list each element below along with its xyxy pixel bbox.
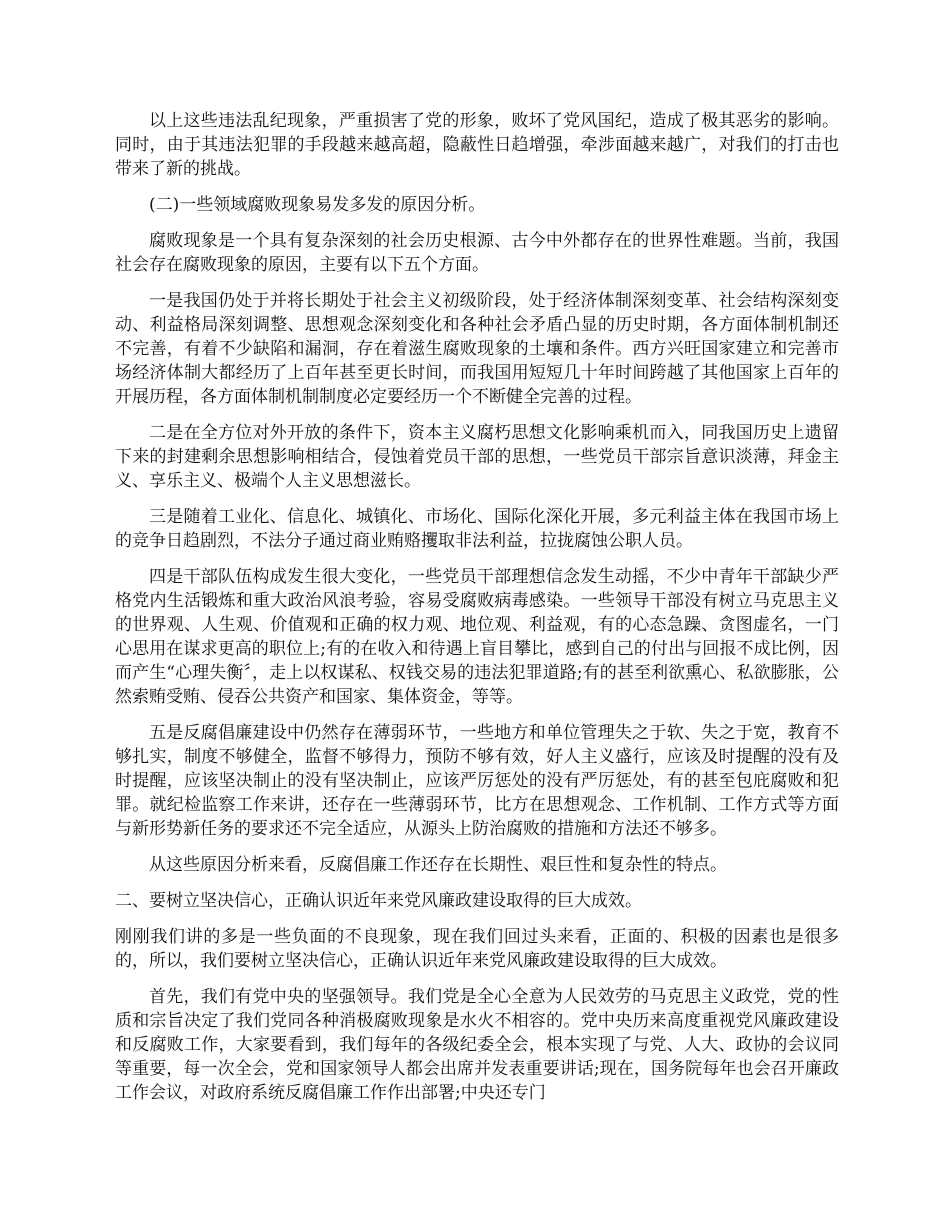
paragraph: 首先，我们有党中央的坚强领导。我们党是全心全意为人民效劳的马克思主义政党，党的性质和宗旨决定了我们党同各种消极腐败现象是水火不相容的。党中央历来高度重视党风廉政建设和反腐败工作，大家要看到，我们每年的各级纪委全会，根本实现了与党、人大、政协的会议同等重要，每一次全会，党和国家领导人都会出席并发表重要讲话;现在，国务院每年也会召开廉政工作会议，对政府系统反腐倡廉工作作出部署;中央还专门: [115, 987, 839, 1103]
paragraph: 腐败现象是一个具有复杂深刻的社会历史根源、古今中外都存在的世界性难题。当前，我国社会存在腐败现象的原因，主要有以下五个方面。: [115, 231, 839, 275]
paragraph: 从这些原因分析来看，反腐倡廉工作还存在长期性、艰巨性和复杂性的特点。: [149, 855, 727, 875]
section-heading: 二、要树立坚决信心，正确认识近年来党风廉政建设取得的巨大成效。: [115, 891, 642, 911]
section-subheading: (二)一些领域腐败现象易发多发的原因分析。: [149, 195, 486, 215]
document-page: [115, 109, 839, 1117]
paragraph: 以上这些违法乱纪现象，严重损害了党的形象，败坏了党风国纪，造成了极其恶劣的影响。同时，由于其违法犯罪的手段越来越高超，隐蔽性日趋增强，牵涉面越来越广，对我们的打击也带来了新的挑战。: [115, 111, 839, 179]
paragraph: 二是在全方位对外开放的条件下，资本主义腐朽思想文化影响乘机而入，同我国历史上遗留下来的封建剩余思想影响相结合，侵蚀着党员干部的思想，一些党员干部宗旨意识淡薄，拜金主义、享乐主义、极端个人主义思想滋长。: [115, 423, 839, 491]
paragraph: 五是反腐倡廉建设中仍然存在薄弱环节，一些地方和单位管理失之于软、失之于宽，教育不够扎实，制度不够健全，监督不够得力，预防不够有效，好人主义盛行，应该及时提醒的没有及时提醒，应该坚决制止的没有坚决制止，应该严厉惩处的没有严厉惩处，有的甚至包庇腐败和犯罪。就纪检监察工作来讲，还存在一些薄弱环节，比方在思想观念、工作机制、工作方式等方面与新形势新任务的要求还不完全适应，从源头上防治腐败的措施和方法还不够多。: [115, 723, 839, 839]
paragraph: 三是随着工业化、信息化、城镇化、市场化、国际化深化开展，多元利益主体在我国市场上的竞争日趋剧烈，不法分子通过商业贿赂攫取非法利益，拉拢腐蚀公职人员。: [115, 507, 839, 551]
paragraph: 四是干部队伍构成发生很大变化，一些党员干部理想信念发生动摇，不少中青年干部缺少严格党内生活锻炼和重大政治风浪考验，容易受腐败病毒感染。一些领导干部没有树立马克思主义的世界观、人生观、价值观和正确的权力观、地位观、利益观，有的心态急躁、贪图虚名，一门心思用在谋求更高的职位上;有的在收入和待遇上盲目攀比，感到自己的付出与回报不成比例，因而产生“心理失衡〞，走上以权谋私、权钱交易的违法犯罪道路;有的甚至利欲熏心、私欲膨胀，公然索贿受贿、侵吞公共资产和国家、集体资金，等等。: [115, 567, 839, 707]
paragraph: 刚刚我们讲的多是一些负面的不良现象，现在我们回过头来看，正面的、积极的因素也是很多的，所以，我们要树立坚决信心，正确认识近年来党风廉政建设取得的巨大成效。: [115, 927, 839, 971]
paragraph: 一是我国仍处于并将长期处于社会主义初级阶段，处于经济体制深刻变革、社会结构深刻变动、利益格局深刻调整、思想观念深刻变化和各种社会矛盾凸显的历史时期，各方面体制机制还不完善，有着不少缺陷和漏洞，存在着滋生腐败现象的土壤和条件。西方兴旺国家建立和完善市场经济体制大都经历了上百年甚至更长时间，而我国用短短几十年时间跨越了其他国家上百年的开展历程，各方面体制机制制度必定要经历一个不断健全完善的过程。: [115, 291, 839, 407]
